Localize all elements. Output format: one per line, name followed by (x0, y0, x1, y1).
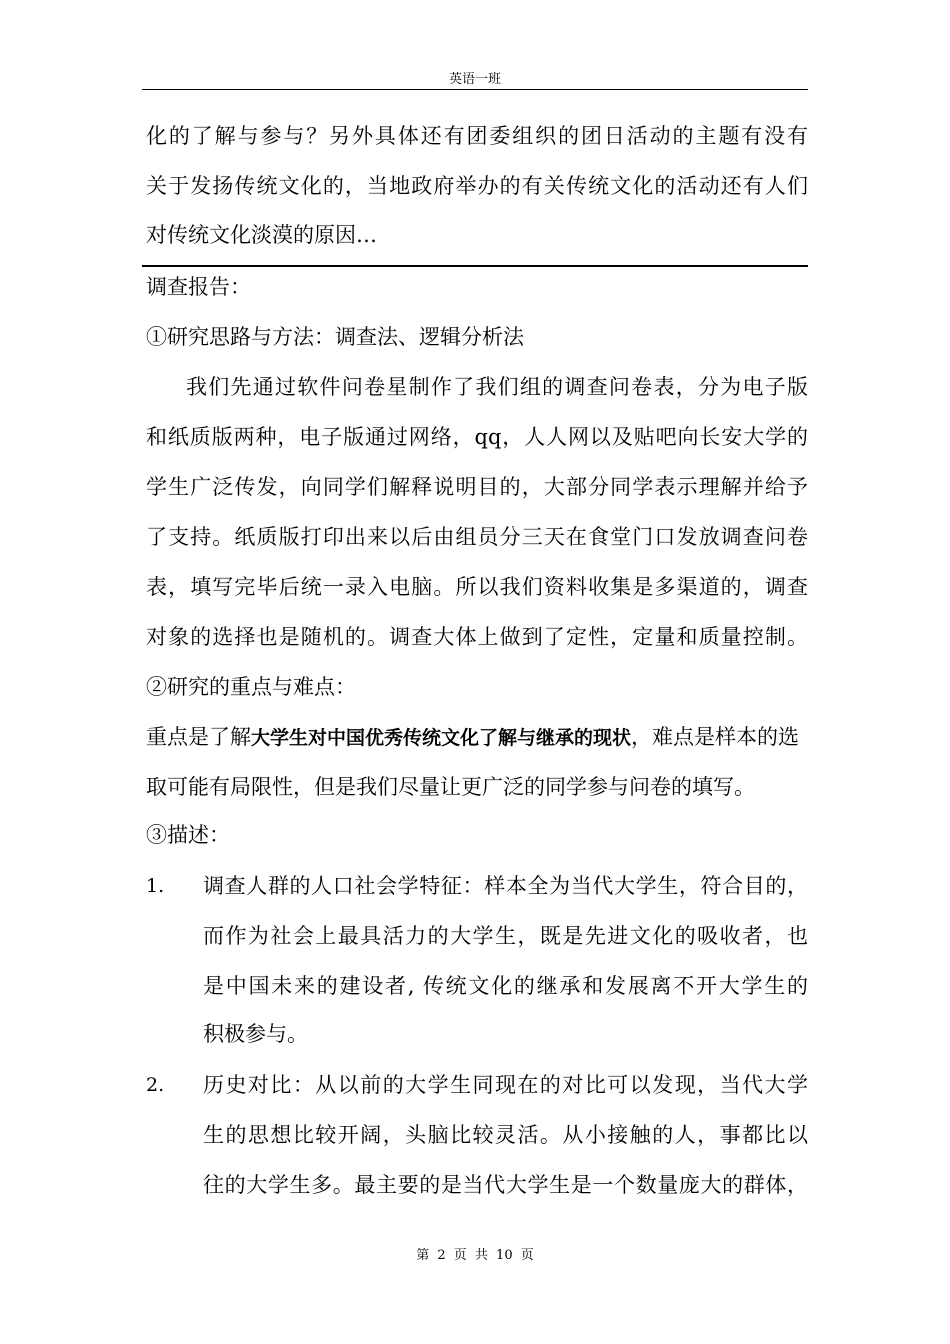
header-divider (142, 89, 808, 90)
item-2-number: 2. (146, 1074, 165, 1096)
item-1-line-1: 调查人群的人口社会学特征：样本全为当代大学生，符合目的， (203, 874, 808, 898)
item-1-line-4: 积极参与。 (203, 1022, 308, 1046)
section2-line-2: 取可能有局限性，但是我们尽量让更广泛的同学参与问卷的填写。 (146, 775, 755, 799)
section1-line-1: 我们先通过软件问卷星制作了我们组的调查问卷表，分为电子版 (186, 375, 808, 399)
item-1-number: 1. (146, 875, 165, 897)
intro-line-1: 化的了解与参与？另外具体还有团委组织的团日活动的主题有没有 (146, 124, 808, 148)
page-footer: 第 2 页 共 10 页 (416, 1248, 534, 1263)
section1-heading: ①研究思路与方法：调查法、逻辑分析法 (146, 325, 524, 349)
report-title: 调查报告： (146, 275, 251, 299)
section2-line-1 (146, 722, 808, 753)
section1-line-5: 表，填写完毕后统一录入电脑。所以我们资料收集是多渠道的，调查 (146, 575, 808, 599)
section3-heading: ③描述： (146, 823, 230, 847)
section1-line-4: 了支持。纸质版打印出来以后由组员分三天在食堂门口发放调查问卷 (146, 525, 808, 549)
section2-line1-pre: 重点是了解 (146, 725, 251, 749)
section1-line-3: 学生广泛传发，向同学们解释说明目的，大部分同学表示理解并给予 (146, 475, 808, 499)
item-1-line-2: 而作为社会上最具活力的大学生，既是先进文化的吸收者，也 (203, 924, 808, 948)
intro-line-3: 对传统文化淡漠的原因… (146, 223, 377, 247)
intro-line-2: 关于发扬传统文化的，当地政府举办的有关传统文化的活动还有人们 (146, 174, 808, 198)
section1-line-2: 和纸质版两种，电子版通过网络，qq，人人网以及贴吧向长安大学的 (146, 425, 808, 449)
item-2-line-2: 生的思想比较开阔，头脑比较灵活。从小接触的人，事都比以 (203, 1123, 808, 1147)
section1-line-6: 对象的选择也是随机的。调查大体上做到了定性，定量和质量控制。 (146, 625, 808, 649)
section2-heading: ②研究的重点与难点： (146, 675, 356, 699)
section-divider (142, 265, 808, 267)
page-header-title: 英语一班 (448, 72, 501, 87)
section2-line1-post: ，难点是样本的选 (631, 725, 800, 749)
section2-key-phrase: 大学生对中国优秀传统文化了解与继承的现状 (251, 727, 632, 749)
item-2-line-3: 往的大学生多。最主要的是当代大学生是一个数量庞大的群体， (203, 1173, 808, 1197)
item-1-line-3: 是中国未来的建设者, 传统文化的继承和发展离不开大学生的 (203, 974, 808, 998)
item-2-line-1: 历史对比：从以前的大学生同现在的对比可以发现，当代大学 (203, 1073, 808, 1097)
